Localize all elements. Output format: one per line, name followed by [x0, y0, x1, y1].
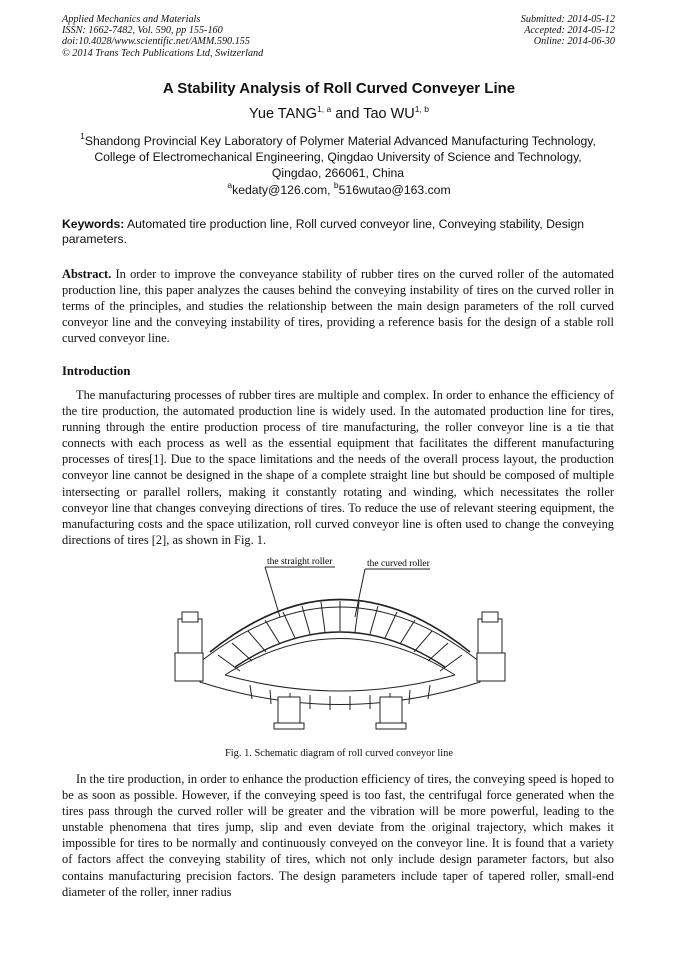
doi-line: doi:10.4028/www.scientific.net/AMM.590.155 — [62, 36, 250, 48]
dates-info — [521, 14, 615, 48]
author-2: Tao WU — [363, 106, 415, 122]
section-heading-introduction: Introduction — [62, 364, 131, 378]
figure-1 — [170, 557, 510, 737]
journal-info — [62, 14, 263, 59]
author-1: Yue TANG — [249, 106, 317, 122]
author-2-sup: 1, b — [414, 104, 429, 114]
journal-name: Applied Mechanics and Materials — [62, 14, 201, 25]
keywords — [62, 217, 614, 247]
keywords-text: Automated tire production line, Roll curved conveyor line, Conveying stability, Design parameters. — [62, 217, 585, 246]
label-curved-roller: the curved roller — [367, 559, 430, 569]
abstract — [62, 266, 614, 346]
accepted-date: Accepted: 2014-05-12 — [524, 25, 615, 37]
email-b: 516wutao@163.com — [338, 183, 451, 197]
online-date: Online: 2014-06-30 — [533, 36, 615, 48]
label-straight-roller: the straight roller — [267, 557, 333, 567]
author-1-sup: 1, a — [317, 104, 332, 114]
affiliation — [62, 128, 614, 181]
body-paragraph-2: In the tire production, in order to enhance the production efficiency of tires, the conveying speed is hoped to be as soon as possible. However, if the conveying speed is too fast, the centrifugal force generated when the tires pass through the curved roller will be greater and the vibration will be more powerful, leading to the unstable phenomena that tires jump, slip and even deviate from the original trajectory, which makes it impossible for tires to be normally and continuously conveyed on the conveyor line. It is found that a variety of factors affect the conveying stability of tires, which not only include design parameter factors, but also contains manufacturing precision factors. The design parameters include taper of tapered roller, small-end diameter of the roller, inner radius — [62, 772, 614, 899]
affiliation-sup: 1 — [80, 131, 85, 141]
email-b-sup: b — [333, 180, 339, 190]
figure-caption: Fig. 1. Schematic diagram of roll curved conveyor line — [225, 748, 453, 759]
conveyor-diagram — [170, 557, 510, 737]
keywords-label: Keywords: — [62, 217, 125, 231]
affiliation-line-3: Qingdao, 266061, China — [271, 166, 405, 180]
abstract-label: Abstract. — [62, 267, 112, 281]
affiliation-line-1: Shandong Provincial Key Laboratory of Polymer Material Advanced Manufacturing Technology, — [84, 134, 596, 148]
author-line — [0, 104, 678, 122]
abstract-text: In order to improve the conveyance stability of rubber tires on the curved roller of the automated production line, this paper analyzes the causes behind the conveying instability of tires on the curved roller in terms of the principles, and studies the relationship between the main design parameters of the roll curved conveyor line and the conveying instability of tires, providing a reference basis for the design of a stable roll curved conveyor line. — [62, 267, 614, 346]
email-a-sup: a — [227, 180, 233, 190]
submitted-date: Submitted: 2014-05-12 — [520, 14, 615, 25]
paper-title: A Stability Analysis of Roll Curved Conveyer Line — [162, 80, 516, 97]
author-conjunction: and — [331, 106, 364, 122]
issn-line: ISSN: 1662-7482, Vol. 590, pp 155-160 — [62, 25, 223, 37]
intro-paragraph: The manufacturing processes of rubber tires are multiple and complex. In order to enhance the efficiency of the tire production, the automated production line is widely used. In the automated production line for tires, running through the entire production process of tire manufacturing, the roller conveyor line is a tie that connects with each process as well as the essential equipment that facilitates the different manufacturing processes of tires[1]. Due to the space limitations and the needs of the overall process layout, the production conveyor line cannot be designed in the shape of a complete straight line but should be composed of multiple intersecting or parallel rollers, making it constantly rotating and winding, which necessitates the roller conveyor line that changes conveying directions of tires. To reduce the use of relevant steering equipment, the manufacturing costs and the space utilization, roll curved conveyor line is often used to change the conveying directions of tires [2], as shown in Fig. 1. — [62, 388, 614, 547]
affiliation-line-2: College of Electromechanical Engineering, Qingdao University of Science and Technology, — [94, 150, 582, 164]
copyright-line: © 2014 Trans Tech Publications Ltd, Switzerland — [62, 47, 264, 59]
email-a: kedaty@126.com, — [232, 183, 334, 197]
email-line — [0, 180, 678, 197]
